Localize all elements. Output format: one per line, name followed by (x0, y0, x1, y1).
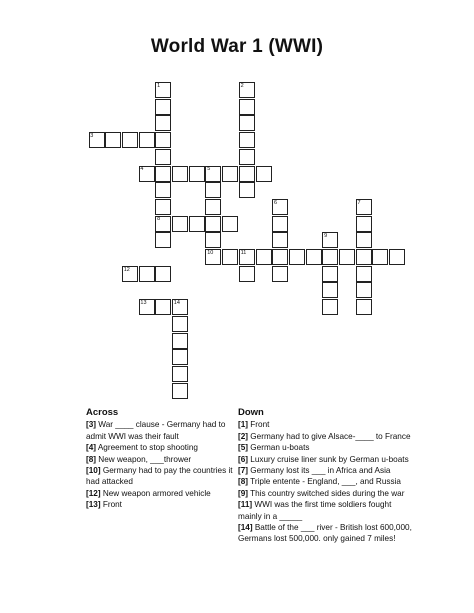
clue-number: [11] (238, 500, 253, 510)
grid-cell[interactable] (256, 166, 272, 182)
clue-text: New weapon armored vehicle (102, 488, 211, 498)
clue-text: Front (250, 420, 270, 430)
grid-cell[interactable] (189, 216, 205, 232)
grid-cell[interactable] (205, 216, 221, 232)
across-clue (86, 488, 234, 499)
clue-number-label: 5 (207, 166, 211, 173)
grid-cell[interactable] (172, 333, 188, 349)
clue-number: [12] (86, 488, 101, 498)
grid-cell[interactable] (356, 216, 372, 232)
clue-text: This country switched sides during the war (250, 488, 405, 498)
clue-number-label: 14 (173, 299, 180, 306)
grid-cell[interactable] (356, 299, 372, 315)
clue-text: New weapon, ___thrower (98, 454, 192, 464)
grid-cell[interactable] (172, 299, 188, 315)
clue-number: [2] (238, 431, 249, 441)
grid-cell[interactable] (189, 166, 205, 182)
clue-number: [6] (238, 454, 249, 464)
grid-cell[interactable] (289, 249, 305, 265)
clue-number-label: 2 (240, 82, 244, 89)
across-clue (86, 465, 234, 488)
clue-text: WWI was the first time soldiers fought mainly in a _____ (238, 500, 392, 521)
grid-cell[interactable] (172, 316, 188, 332)
grid-cell[interactable] (172, 349, 188, 365)
down-clue (238, 476, 413, 487)
grid-cell[interactable] (89, 132, 105, 148)
clue-number-label: 4 (140, 166, 144, 173)
grid-cell[interactable] (272, 232, 288, 248)
grid-cell[interactable] (356, 249, 372, 265)
grid-cell[interactable] (239, 99, 255, 115)
clue-number: [9] (238, 488, 249, 498)
grid-cell[interactable] (322, 299, 338, 315)
clue-number-label: 9 (324, 233, 328, 240)
grid-cell[interactable] (356, 282, 372, 298)
clue-text: Germany had to give Alsace-____ to France (250, 431, 411, 441)
grid-cell[interactable] (322, 282, 338, 298)
grid-cell[interactable] (172, 216, 188, 232)
grid-cell[interactable] (205, 249, 221, 265)
grid-cell[interactable] (155, 232, 171, 248)
grid-cell[interactable] (155, 99, 171, 115)
grid-cell[interactable] (239, 82, 255, 98)
grid-cell[interactable] (272, 216, 288, 232)
down-clue (238, 454, 413, 465)
clue-number: [13] (86, 500, 101, 510)
grid-cell[interactable] (139, 166, 155, 182)
grid-cell[interactable] (205, 232, 221, 248)
clue-number-label: 7 (357, 199, 361, 206)
grid-cell[interactable] (222, 249, 238, 265)
clue-number-label: 6 (274, 199, 278, 206)
down-clue (238, 488, 413, 499)
down-clues (238, 407, 413, 545)
down-clue (238, 499, 413, 522)
grid-cell[interactable] (139, 132, 155, 148)
clue-number: [14] (238, 523, 253, 533)
clue-number-label: 10 (207, 249, 214, 256)
down-clue (238, 419, 413, 430)
clue-number: [1] (238, 420, 249, 430)
grid-cell[interactable] (306, 249, 322, 265)
grid-cell[interactable] (272, 266, 288, 282)
clue-text: Germany had to pay the countries it had attacked (86, 466, 233, 487)
grid-cell[interactable] (155, 132, 171, 148)
down-heading: Down (238, 407, 264, 418)
grid-cell[interactable] (155, 166, 171, 182)
grid-cell[interactable] (239, 115, 255, 131)
grid-cell[interactable] (239, 166, 255, 182)
grid-cell[interactable] (239, 266, 255, 282)
grid-cell[interactable] (105, 132, 121, 148)
clue-number-label: 11 (240, 249, 247, 256)
clue-text: Front (102, 500, 122, 510)
grid-cell[interactable] (239, 132, 255, 148)
clue-text: Luxury cruise liner sunk by German u-boats (250, 454, 409, 464)
across-clues (86, 407, 234, 511)
grid-cell[interactable] (239, 182, 255, 198)
grid-cell[interactable] (372, 249, 388, 265)
grid-cell[interactable] (272, 199, 288, 215)
clue-text: Triple entente - England, ___, and Russia (250, 477, 401, 487)
clue-number-label: 12 (123, 266, 130, 273)
grid-cell[interactable] (122, 266, 138, 282)
puzzle-title: World War 1 (WWI) (150, 36, 324, 57)
across-clue (86, 442, 234, 453)
grid-cell[interactable] (155, 199, 171, 215)
grid-cell[interactable] (205, 166, 221, 182)
clue-number: [8] (238, 477, 249, 487)
clue-number: [3] (86, 420, 97, 430)
grid-cell[interactable] (155, 182, 171, 198)
grid-cell[interactable] (205, 199, 221, 215)
clue-number: [4] (86, 443, 97, 453)
clue-number-label: 8 (157, 216, 161, 223)
clue-number: [7] (238, 466, 249, 476)
grid-cell[interactable] (122, 132, 138, 148)
across-heading: Across (86, 407, 119, 418)
grid-cell[interactable] (222, 166, 238, 182)
clue-number: [5] (238, 443, 249, 453)
grid-cell[interactable] (139, 299, 155, 315)
grid-cell[interactable] (155, 115, 171, 131)
grid-cell[interactable] (222, 216, 238, 232)
grid-cell[interactable] (339, 249, 355, 265)
grid-cell[interactable] (155, 299, 171, 315)
grid-cell[interactable] (389, 249, 405, 265)
grid-cell[interactable] (322, 249, 338, 265)
clue-text: Agreement to stop shooting (97, 443, 198, 453)
clue-number: [10] (86, 466, 101, 476)
grid-cell[interactable] (155, 149, 171, 165)
grid-cell[interactable] (272, 249, 288, 265)
across-clue (86, 454, 234, 465)
grid-cell[interactable] (172, 383, 188, 399)
grid-cell[interactable] (322, 266, 338, 282)
clue-text: War ____ clause - Germany had to admit WWI was their fault (86, 420, 226, 441)
clue-text: German u-boats (250, 443, 310, 453)
clue-number-label: 3 (90, 132, 94, 139)
down-clue (238, 522, 413, 545)
grid-cell[interactable] (139, 266, 155, 282)
down-clue (238, 465, 413, 476)
clue-text: Germany lost its ___ in Africa and Asia (250, 466, 391, 476)
clue-text: Battle of the ___ river - British lost 600,000, Germans lost 500,000. only gained 7 miles! (238, 523, 412, 544)
grid-cell[interactable] (155, 266, 171, 282)
grid-cell[interactable] (172, 166, 188, 182)
grid-cell[interactable] (239, 149, 255, 165)
grid-cell[interactable] (356, 266, 372, 282)
clue-number-label: 1 (157, 82, 161, 89)
grid-cell[interactable] (356, 199, 372, 215)
across-clue (86, 419, 234, 442)
clue-number-label: 13 (140, 299, 147, 306)
grid-cell[interactable] (205, 182, 221, 198)
across-clue (86, 499, 234, 510)
grid-cell[interactable] (356, 232, 372, 248)
grid-cell[interactable] (155, 82, 171, 98)
grid-cell[interactable] (155, 216, 171, 232)
grid-cell[interactable] (172, 366, 188, 382)
grid-cell[interactable] (322, 232, 338, 248)
down-clue (238, 442, 413, 453)
grid-cell[interactable] (239, 249, 255, 265)
down-clue (238, 431, 413, 442)
clue-number: [8] (86, 454, 97, 464)
grid-cell[interactable] (256, 249, 272, 265)
